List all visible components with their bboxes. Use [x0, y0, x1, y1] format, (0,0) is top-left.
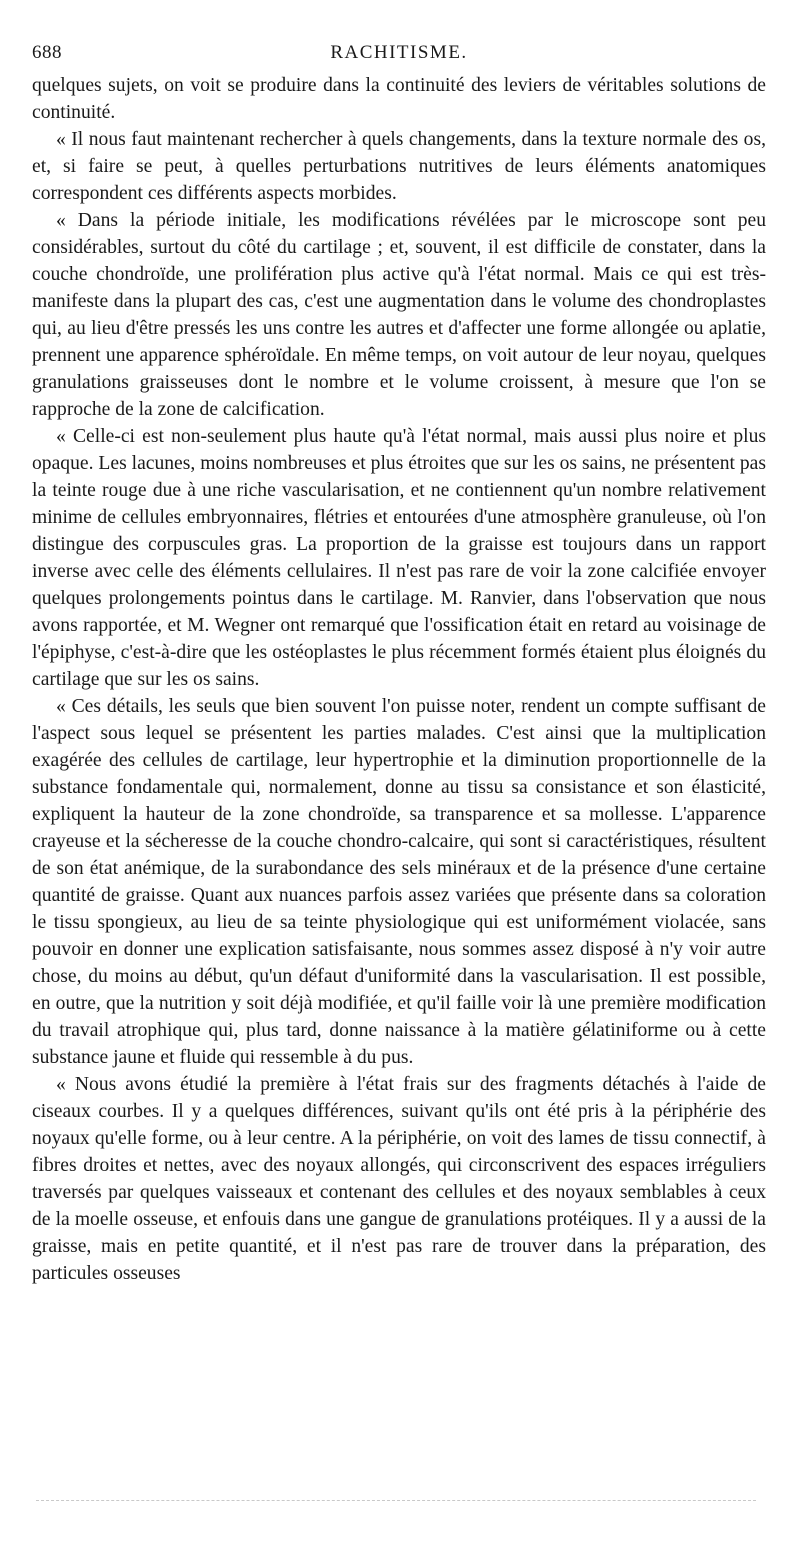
paragraph: « Il nous faut maintenant rechercher à quels changements, dans la texture normale des os, et, si faire se peut, à quelles perturbations nutritives de leurs éléments anatomiques correspondent ces différents aspects morbides. — [32, 129, 766, 204]
running-head — [32, 40, 766, 72]
bleed-through-rule — [36, 1500, 756, 1501]
running-title: RACHITISME. — [330, 42, 468, 63]
paragraph: « Dans la période initiale, les modifications révélées par le microscope sont peu considérables, surtout du côté du cartilage ; et, souvent, il est difficile de constater, dans la couche chondroïde, une prolifération plus active qu'à l'état normal. Mais ce qui est très-manifeste dans la plupart des cas, c'est une augmentation dans le volume des chondroplastes qui, au lieu d'être pressés les uns contre les autres et d'affecter une forme allongée ou aplatie, prennent une apparence sphéroïdale. En même temps, on voit autour de leur noyau, quelques granulations graisseuses dont le nombre et le volume croissent, à mesure que l'on se rapproche de la zone de calcification. — [32, 210, 766, 420]
book-page — [32, 40, 766, 1287]
paragraph-continuation: quelques sujets, on voit se produire dans la continuité des leviers de véritables solutions de continuité. — [32, 75, 766, 123]
page-number: 688 — [32, 42, 62, 63]
paragraph: « Nous avons étudié la première à l'état frais sur des fragments détachés à l'aide de ciseaux courbes. Il y a quelques différences, suivant qu'ils ont été pris à la périphérie des noyaux qu'elle forme, ou à leur centre. A la périphérie, on voit des lames de tissu connectif, à fibres droites et nettes, avec des noyaux allongés, qui circonscrivent des espaces irréguliers traversés par quelques vaisseaux et contenant des cellules et des noyaux semblables à ceux de la moelle osseuse, et enfouis dans une gangue de granulations protéiques. Il y a aussi de la graisse, mais en petite quantité, et il n'est pas rare de trouver dans la préparation, des particules osseuses — [32, 1074, 766, 1284]
paragraph: « Ces détails, les seuls que bien souvent l'on puisse noter, rendent un compte suffisant de l'aspect sous lequel se présentent les parties malades. C'est ainsi que la multiplication exagérée des cellules de cartilage, leur hypertrophie et la diminution proportionnelle de la substance fondamentale qui, normalement, donne au tissu sa consistance et son élasticité, expliquent la hauteur de la zone chondroïde, sa transparence et sa mollesse. L'apparence crayeuse et la sécheresse de la couche chondro-calcaire, qui sont si caractéristiques, résultent de son état anémique, de la surabondance des sels minéraux et de la présence d'une certaine quantité de graisse. Quant aux nuances parfois assez variées que présente dans sa coloration le tissu spongieux, au lieu de sa teinte physiologique qui est uniformément violacée, sans pouvoir en donner une explication satisfaisante, nous sommes assez disposé à n'y voir autre chose, du moins au début, qu'un défaut d'uniformité dans la vascularisation. Il est possible, en outre, que la nutrition y soit déjà modifiée, et qu'il faille voir là une première modification du travail atrophique qui, plus tard, donne naissance à la matière gélatiniforme ou à cette substance jaune et fluide qui ressemble à du pus. — [32, 696, 766, 1068]
body-text — [32, 72, 766, 1287]
paragraph: « Celle-ci est non-seulement plus haute qu'à l'état normal, mais aussi plus noire et plus opaque. Les lacunes, moins nombreuses et plus étroites que sur les os sains, ne présentent pas la teinte rouge due à une riche vascularisation, et ne contiennent qu'un nombre relativement minime de cellules embryonnaires, flétries et entourées d'une atmosphère granuleuse, où l'on distingue des corpuscules gras. La proportion de la graisse est toujours dans un rapport inverse avec celle des éléments cellulaires. Il n'est pas rare de voir la zone calcifiée envoyer quelques prolongements pointus dans le cartilage. M. Ranvier, dans l'observation que nous avons rapportée, et M. Wegner ont remarqué que l'ossification était en retard au voisinage de l'épiphyse, c'est-à-dire que les ostéoplastes le plus récemment formés étaient plus éloignés du cartilage que sur les os sains. — [32, 426, 766, 690]
